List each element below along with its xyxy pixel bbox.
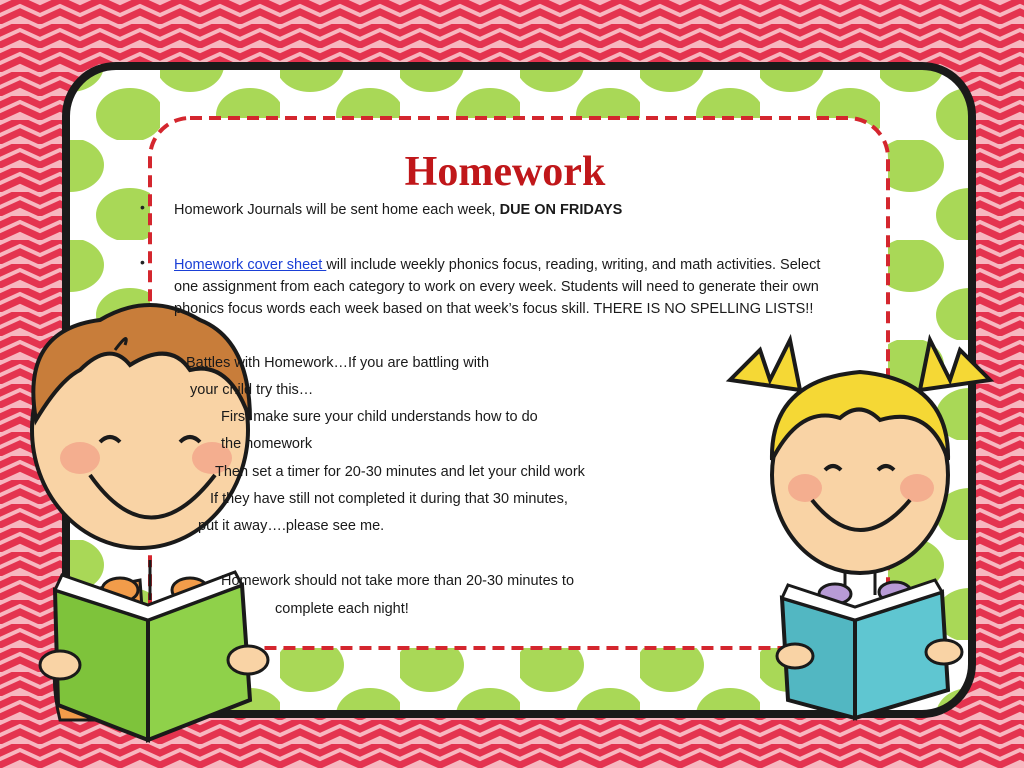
closing-line-2: complete each night! [275,601,409,617]
battles-line-7: put it away….please see me. [198,518,385,534]
cover-sheet-line1: will include weekly phonics focus, reading, writing, and math activities. Select [326,257,821,273]
bullet-marker: • [140,199,145,215]
closing-line-1: Homework should not take more than 20-30 minutes to [221,573,575,589]
due-fridays-text: DUE ON FRIDAYS [499,202,623,218]
battles-line-6: If they have still not completed it during that 30 minutes, [210,491,568,507]
bullet-cover-sheet [174,254,886,320]
cover-sheet-line2: one assignment from each category to work on every week. Students will need to generate their own [174,279,819,295]
battles-line-1: Battles with Homework…If you are battling with [186,355,490,371]
homework-cover-sheet-link[interactable]: Homework cover sheet [174,257,327,273]
page-title: Homework [404,149,606,195]
battles-line-3: First make sure your child understands how to do [221,409,538,425]
bullet-journals-text: Homework Journals will be sent home each week, [174,202,496,218]
bullet-journals [174,199,622,221]
battles-line-4: the homework [221,436,313,452]
bullet-marker: • [140,254,145,270]
battles-line-2: your child try this… [190,382,314,398]
battles-line-5: Then set a timer for 20-30 minutes and let your child work [215,464,585,480]
cover-sheet-line3: phonics focus words each week based on that week’s focus skill. THERE IS NO SPELLING LISTS!! [174,301,814,317]
